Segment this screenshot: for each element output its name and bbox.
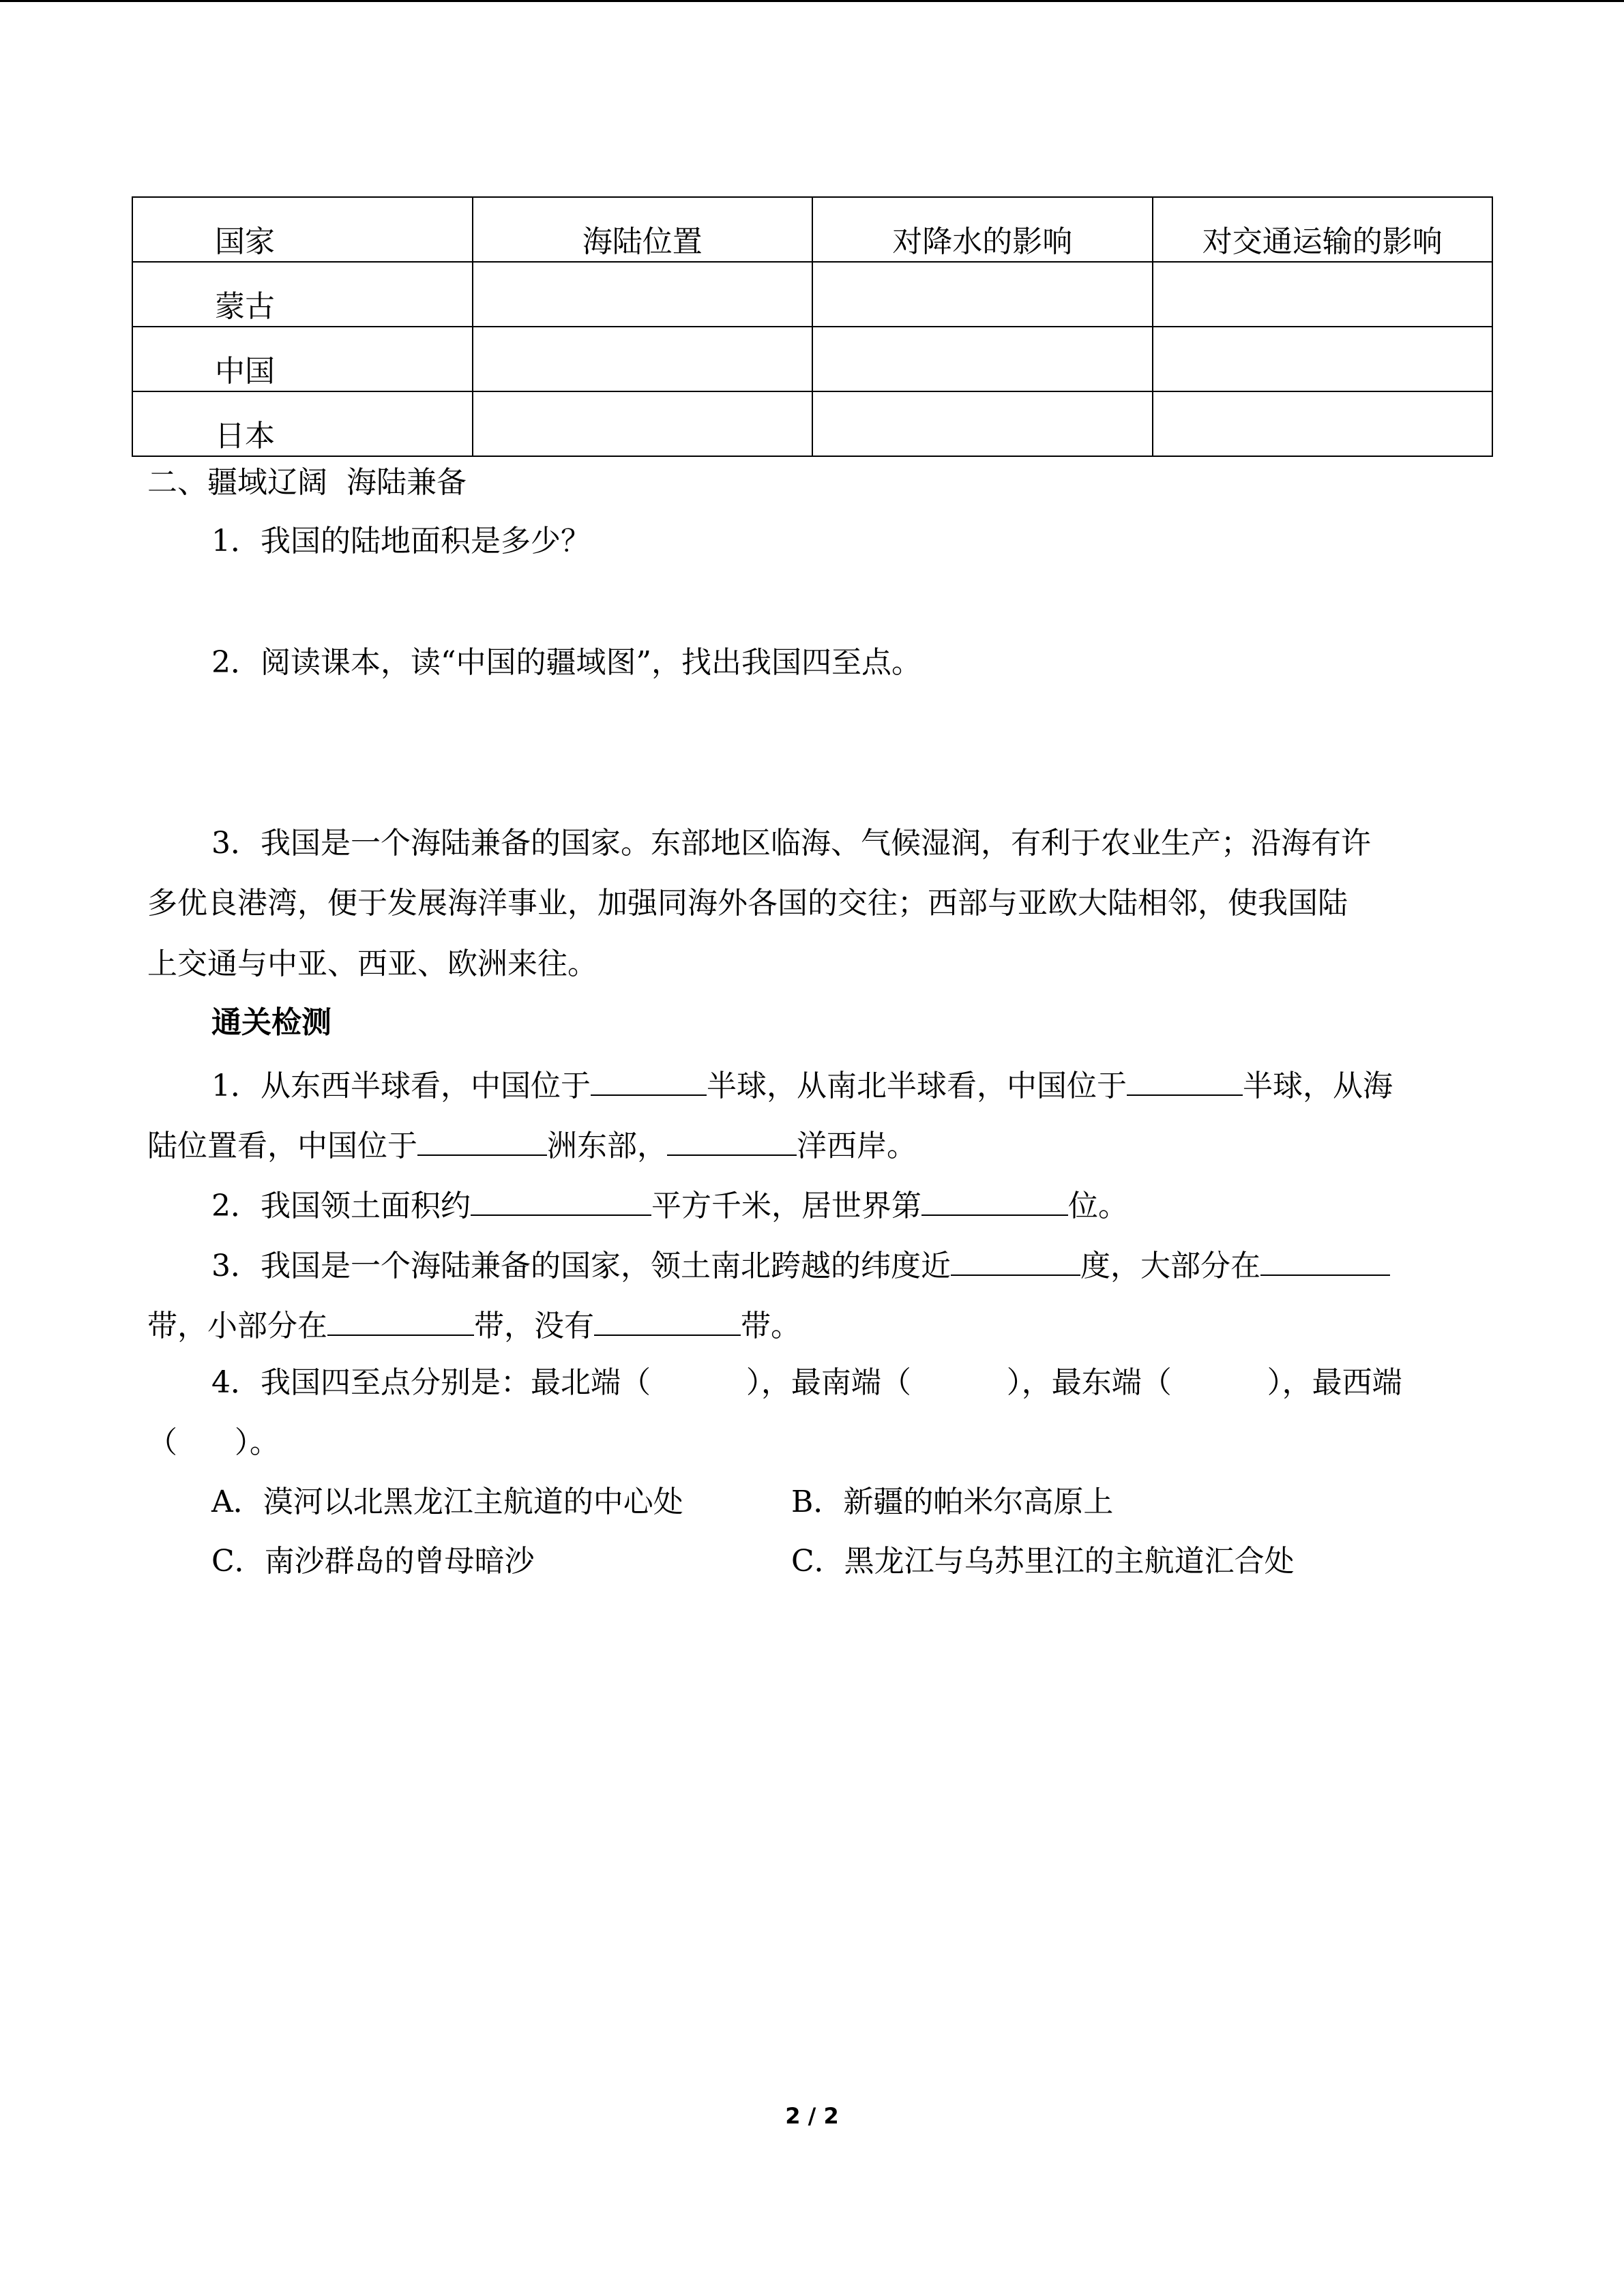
text: 度，大部分在 — [1080, 1249, 1260, 1283]
text: 1．从东西半球看，中国位于 — [211, 1069, 591, 1103]
table-cell-blank[interactable] — [1153, 391, 1493, 456]
check-question-1-line-2 — [147, 1129, 917, 1161]
table-cell-country: 日本 — [132, 391, 473, 456]
section-title: 二、疆域辽阔 海陆兼备 — [147, 465, 467, 500]
text: 半球，从海 — [1243, 1069, 1393, 1103]
option-a: A．漠河以北黑龙江主航道的中心处 — [211, 1485, 683, 1519]
text: 2．我国领土面积约 — [211, 1189, 471, 1223]
table-header-cell: 对降水的影响 — [812, 197, 1153, 262]
check-question-4-line-1: 4．我国四至点分别是：最北端（ ），最南端（ ），最东端（ ），最西端 — [211, 1365, 1402, 1400]
table-cell-blank[interactable] — [473, 262, 813, 327]
table-header-cell: 国家 — [132, 197, 473, 262]
text: 洲东部， — [547, 1129, 667, 1163]
text: 平方千米，居世界第 — [651, 1189, 921, 1223]
table-header-cell: 对交通运输的影响 — [1153, 197, 1493, 262]
text: 洋西岸。 — [797, 1129, 917, 1163]
text: 带，没有 — [474, 1309, 594, 1343]
table-cell-blank[interactable] — [1153, 327, 1493, 391]
table-cell-country: 蒙古 — [132, 262, 473, 327]
table-cell-blank[interactable] — [1153, 262, 1493, 327]
answer-blank[interactable] — [594, 1309, 741, 1336]
question-2: 2．阅读课本，读“中国的疆域图”，找出我国四至点。 — [211, 645, 921, 680]
option-b: B．新疆的帕米尔高原上 — [791, 1485, 1114, 1519]
table-row — [132, 327, 1492, 391]
check-question-3-line-1 — [211, 1249, 1390, 1281]
page-number: 2 / 2 — [785, 2103, 839, 2129]
text: 带。 — [741, 1309, 801, 1343]
table-cell-blank[interactable] — [473, 391, 813, 456]
check-question-1-line-1 — [211, 1069, 1393, 1101]
question-3-line-2: 多优良港湾，便于发展海洋事业，加强同海外各国的交往；西部与亚欧大陆相邻，使我国陆 — [147, 886, 1348, 921]
option-c-second: C．黑龙江与乌苏里江的主航道汇合处 — [791, 1544, 1295, 1579]
question-3-line-3: 上交通与中亚、西亚、欧洲来往。 — [147, 946, 597, 981]
answer-blank[interactable] — [921, 1189, 1068, 1216]
option-c-first: C．南沙群岛的曾母暗沙 — [211, 1544, 535, 1579]
table-header-row — [132, 197, 1492, 262]
text: 位。 — [1068, 1189, 1128, 1223]
answer-blank[interactable] — [951, 1249, 1080, 1276]
check-section-title: 通关检测 — [211, 1005, 331, 1040]
answer-blank[interactable] — [1260, 1249, 1390, 1276]
answer-blank[interactable] — [327, 1309, 474, 1336]
table-cell-blank[interactable] — [473, 327, 813, 391]
check-question-4-line-2: （ ）。 — [147, 1425, 280, 1460]
table-row — [132, 391, 1492, 456]
table-cell-country: 中国 — [132, 327, 473, 391]
answer-blank[interactable] — [471, 1189, 651, 1216]
answer-blank[interactable] — [1127, 1069, 1243, 1096]
text: 带，小部分在 — [147, 1309, 327, 1343]
answer-blank[interactable] — [417, 1129, 547, 1156]
country-position-table — [132, 196, 1493, 457]
page-top-border — [0, 0, 1624, 2]
answer-blank[interactable] — [667, 1129, 797, 1156]
table-cell-blank[interactable] — [812, 391, 1153, 456]
table-cell-blank[interactable] — [812, 262, 1153, 327]
table-row — [132, 262, 1492, 327]
check-question-3-line-2 — [147, 1309, 801, 1341]
text: 陆位置看，中国位于 — [147, 1129, 417, 1163]
check-question-2 — [211, 1189, 1128, 1221]
text: 半球，从南北半球看，中国位于 — [707, 1069, 1127, 1103]
answer-blank[interactable] — [591, 1069, 707, 1096]
table-cell-blank[interactable] — [812, 327, 1153, 391]
text: 3．我国是一个海陆兼备的国家，领土南北跨越的纬度近 — [211, 1249, 951, 1283]
question-3-line-1: 3．我国是一个海陆兼备的国家。东部地区临海、气候湿润，有利于农业生产；沿海有许 — [211, 826, 1371, 861]
question-1: 1．我国的陆地面积是多少？ — [211, 524, 591, 558]
table-header-cell: 海陆位置 — [473, 197, 813, 262]
